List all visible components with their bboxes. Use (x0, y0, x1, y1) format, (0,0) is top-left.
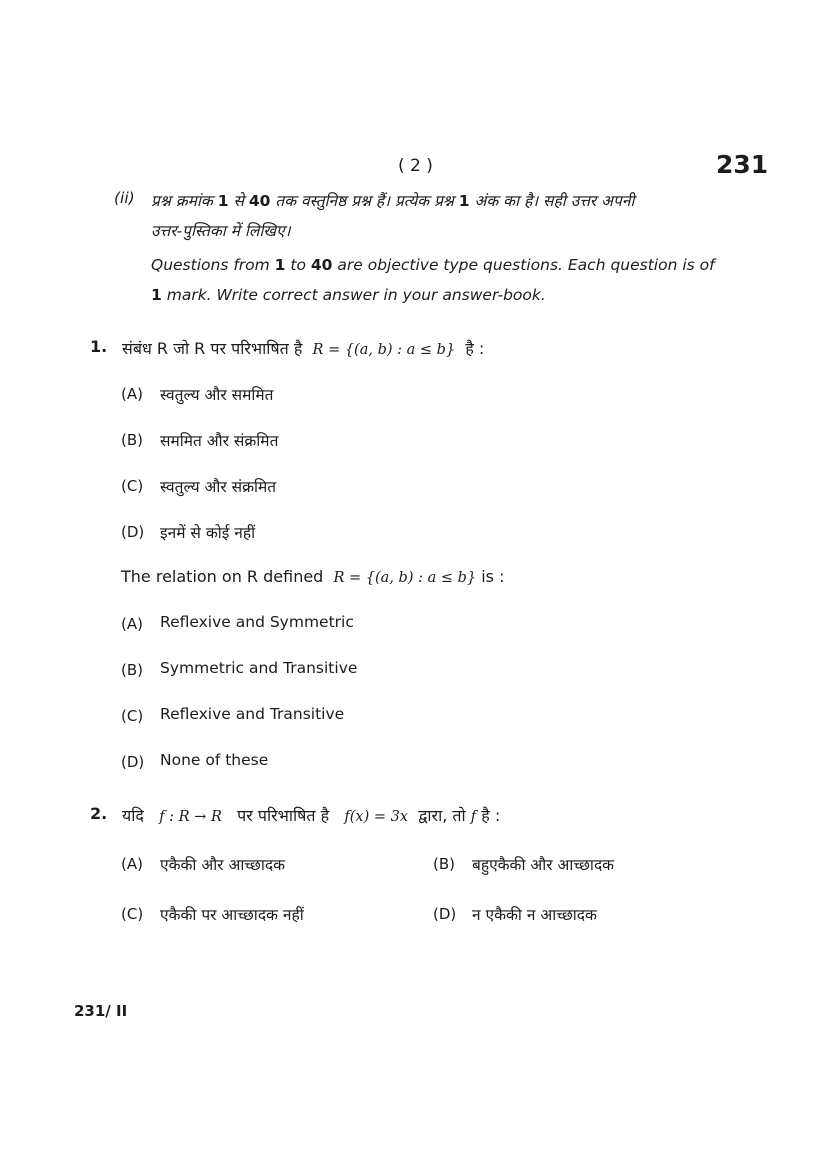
question-2-text (122, 804, 500, 826)
q1-hi-option-text: स्वतुल्य और सममित (160, 386, 274, 404)
q1-en-option-label: (C) (121, 707, 144, 725)
q2-option-text: एकैकी पर आच्छादक नहीं (160, 906, 304, 924)
q1-en-option-text: Reflexive and Transitive (160, 705, 345, 723)
instr-hi-part: अंक का है। सही उत्तर अपनी (469, 192, 635, 210)
instr-hi-part: तक वस्तुनिष्ठ प्रश्न हैं। प्रत्येक प्रश्न (270, 192, 459, 210)
question-1-hindi (122, 337, 484, 359)
instruction-hindi-line1 (151, 189, 634, 211)
q1-hi-option-label: (B) (121, 431, 143, 449)
instr-hi-part: प्रश्न क्रमांक (151, 192, 218, 210)
instruction-english-line1 (151, 256, 715, 274)
q1-hi-option-text: सममित और संक्रमित (160, 432, 279, 450)
q1-en-option-label: (B) (121, 661, 143, 679)
instr-hi-num: 1 (217, 192, 229, 210)
q1-en-option-label: (D) (121, 753, 145, 771)
instruction-english-line2 (151, 286, 546, 304)
q2-text-d: है : (481, 806, 501, 825)
q2-function-math: f : R → R (159, 809, 222, 825)
q2-option-text: न एकैकी न आच्छादक (472, 906, 597, 924)
q1-english-text: The relation on R defined (121, 567, 324, 586)
question-1-number: 1. (90, 337, 108, 356)
q1-relation-math-en: R = {(a, b) : a ≤ b} (333, 570, 477, 586)
instr-en-num: 1 (274, 256, 286, 274)
q2-text-c: द्वारा, तो (418, 806, 466, 825)
page-number: ( 2 ) (398, 156, 433, 176)
q2-option-text: बहुएकैकी और आच्छादक (472, 856, 615, 874)
instr-hi-part: से (228, 192, 249, 210)
instruction-marker: (ii) (114, 189, 135, 207)
instr-en-part: are objective type questions. Each question is of (332, 256, 715, 274)
q1-hi-option-label: (D) (121, 523, 145, 541)
q2-option-text: एकैकी और आच्छादक (160, 856, 286, 874)
paper-code: 231 (716, 150, 769, 179)
instr-hi-num: 1 (458, 192, 470, 210)
q1-en-option-label: (A) (121, 615, 143, 633)
footer-paper-code: 231/ II (74, 1002, 128, 1020)
q1-hi-option-text: स्वतुल्य और संक्रमित (160, 478, 277, 496)
question-1-english (121, 567, 504, 586)
q2-option-label: (B) (433, 855, 455, 873)
q1-hindi-text: संबंध R जो R पर परिभाषित है (122, 339, 303, 358)
q2-text-a: यदि (122, 806, 144, 825)
q1-en-option-text: Symmetric and Transitive (160, 659, 358, 677)
q2-option-label: (C) (121, 905, 144, 923)
q2-option-label: (A) (121, 855, 143, 873)
instr-en-num: 1 (151, 286, 162, 304)
q2-text-b: पर परिभाषित है (237, 806, 330, 825)
q2-f-math: f (470, 809, 477, 825)
instr-en-part: mark. Write correct answer in your answer-book. (161, 286, 546, 304)
q1-hindi-end: है : (465, 339, 485, 358)
q1-en-option-text: Reflexive and Symmetric (160, 613, 354, 631)
q1-hi-option-text: इनमें से कोई नहीं (160, 524, 256, 542)
instruction-hindi-line2: उत्तर-पुस्तिका में लिखिए। (151, 222, 291, 240)
q1-relation-math: R = {(a, b) : a ≤ b} (312, 342, 456, 358)
q1-hi-option-label: (A) (121, 385, 143, 403)
q1-english-end: is : (481, 567, 505, 586)
question-2-number: 2. (90, 804, 108, 823)
q1-hi-option-label: (C) (121, 477, 144, 495)
instr-hi-num: 40 (248, 192, 271, 210)
instr-en-part: Questions from (151, 256, 275, 274)
instr-en-num: 40 (310, 256, 333, 274)
instr-en-part: to (285, 256, 311, 274)
q2-option-label: (D) (433, 905, 457, 923)
q2-fx-math: f(x) = 3x (344, 809, 409, 825)
q1-en-option-text: None of these (160, 751, 269, 769)
